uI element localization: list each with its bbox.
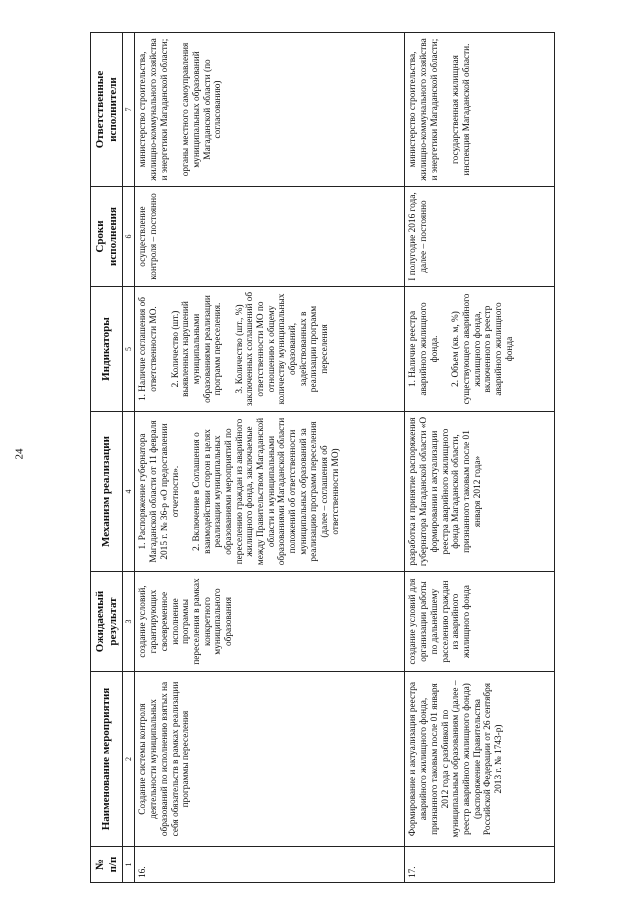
page-number: 24 [13,448,26,460]
implementation-mechanism: разработка и принятие распоряжения губернатора Магаданской области «О формировании и актуализации реестра аварийного жилищного фонда Магаданской области, признанного таковым после 01 января 2012 года» [405,412,555,572]
responsible: министерство строительства, жилищно-коммунального хозяйства и энергетики Магаданской области; государственная жилищная инспекция Магаданской области. [405,33,555,187]
header-row [91,33,123,883]
col-num: 3 [123,572,135,672]
table-row [405,33,555,883]
measure-name: Формирование и актуализация реестра аварийного жилищного фонда, признанного таковым после 01 января 2012 года с разбивкой по муниципальным образованиям (далее – реестр аварийного жилищного фонда) (распоряжение Правительства Российской Федерации от 26 сентября 2013 г. № 1743-р) [405,672,555,847]
row-number: 16. [135,847,405,883]
col-header-terms: Сроки исполнения [91,187,123,287]
responsible: министерство строительства, жилищно-коммунального хозяйства и энергетики Магаданской области; органы местного самоуправления муниципальных образований Магаданской области (по согласованию) [135,33,405,187]
indicators: 1. Наличие реестра аварийного жилищного фонда. 2. Объем (кв. м, %) существующего аварийного жилищного фонда, включенного в реестр аварийного жилищного фонда [405,287,555,412]
rotated-table-wrapper [90,33,610,883]
table-row [135,33,405,883]
implementation-mechanism: 1. Распоряжение губернатора Магаданской области от 11 февраля 2015 г. № 36-р «О предоставлении отчетности». 2. Включение в Соглашения о взаимодействии сторон в целях реализации муниципальных образованиями мероприятий по переселению граждан из аварийного жилищного фонда, заключаемые между Правительством Магаданской области и муниципальными образованиями Магаданской области положений об ответственности муниципальных образований за реализацию программ переселения (далее – соглашения об ответственности МО) [135,412,405,572]
terms: I полугодие 2016 года, далее – постоянно [405,187,555,287]
col-header-responsible: Ответственные исполнители [91,33,123,187]
col-num: 4 [123,412,135,572]
col-num: 6 [123,187,135,287]
col-header-indicators: Индикаторы [91,287,123,412]
col-header-number: № п/п [91,847,123,883]
col-header-result: Ожидаемый результат [91,572,123,672]
measures-table [90,32,555,883]
column-number-row [123,33,135,883]
row-number: 17. [405,847,555,883]
col-num: 1 [123,847,135,883]
col-header-mechanism: Механизм реализации [91,412,123,572]
col-header-name: Наименование мероприятия [91,672,123,847]
col-num: 2 [123,672,135,847]
expected-result: создание условий для организации работы по дальнейшему расселению граждан из аварийного жилищного фонда [405,572,555,672]
col-num: 7 [123,33,135,187]
expected-result: создание условий, гарантирующих своевременное исполнение программы переселения в рамках конкретного муниципального образования [135,572,405,672]
measure-name: Создание системы контроля деятельности муниципальных образований по исполнению взятых на себя обязательств в рамках реализации программы переселения [135,672,405,847]
col-num: 5 [123,287,135,412]
terms: осуществление контроля – постоянно [135,187,405,287]
indicators: 1. Наличие соглашения об ответственности МО. 2. Количество (шт.) выявленных нарушений муниципальными образованиями реализации программ переселения. 3. Количество (шт., %) заключенных соглашений об ответственности МО по отношению к общему количеству муниципальных образований, задействованных в реализации программ переселения [135,287,405,412]
